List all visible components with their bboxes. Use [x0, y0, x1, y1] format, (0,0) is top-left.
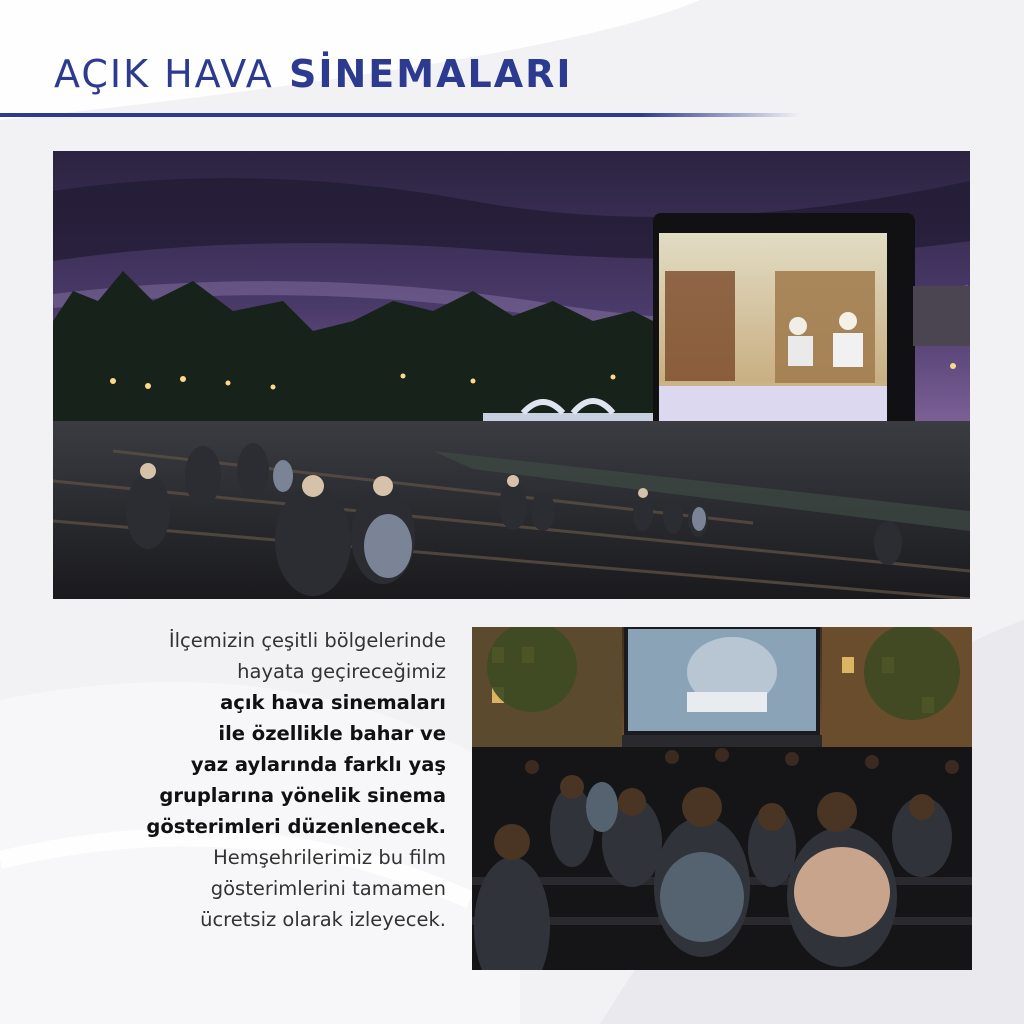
title-underline [0, 113, 800, 117]
description-text [86, 625, 446, 935]
description-line: açık hava sinemaları [220, 691, 446, 714]
page-title [54, 50, 573, 98]
description-line: ile özellikle bahar ve [218, 722, 446, 745]
description-line: İlçemizin çeşitli bölgelerinde [168, 629, 446, 652]
description-line: gruplarına yönelik sinema [159, 784, 446, 807]
outdoor-cinema-park-dusk-photo [53, 151, 970, 599]
description-line: Hemşehrilerimiz bu film [213, 846, 446, 869]
title-bold: SİNEMALARI [289, 52, 573, 96]
description-line: gösterimlerini tamamen [210, 877, 446, 900]
outdoor-cinema-audience-photo [472, 627, 972, 970]
description-line: ücretsiz olarak izleyecek. [200, 908, 446, 931]
description-line: gösterimleri düzenlenecek. [146, 815, 446, 838]
title-light: AÇIK HAVA [54, 52, 274, 96]
description-line: hayata geçireceğimiz [237, 660, 446, 683]
description-line: yaz aylarında farklı yaş [190, 753, 446, 776]
